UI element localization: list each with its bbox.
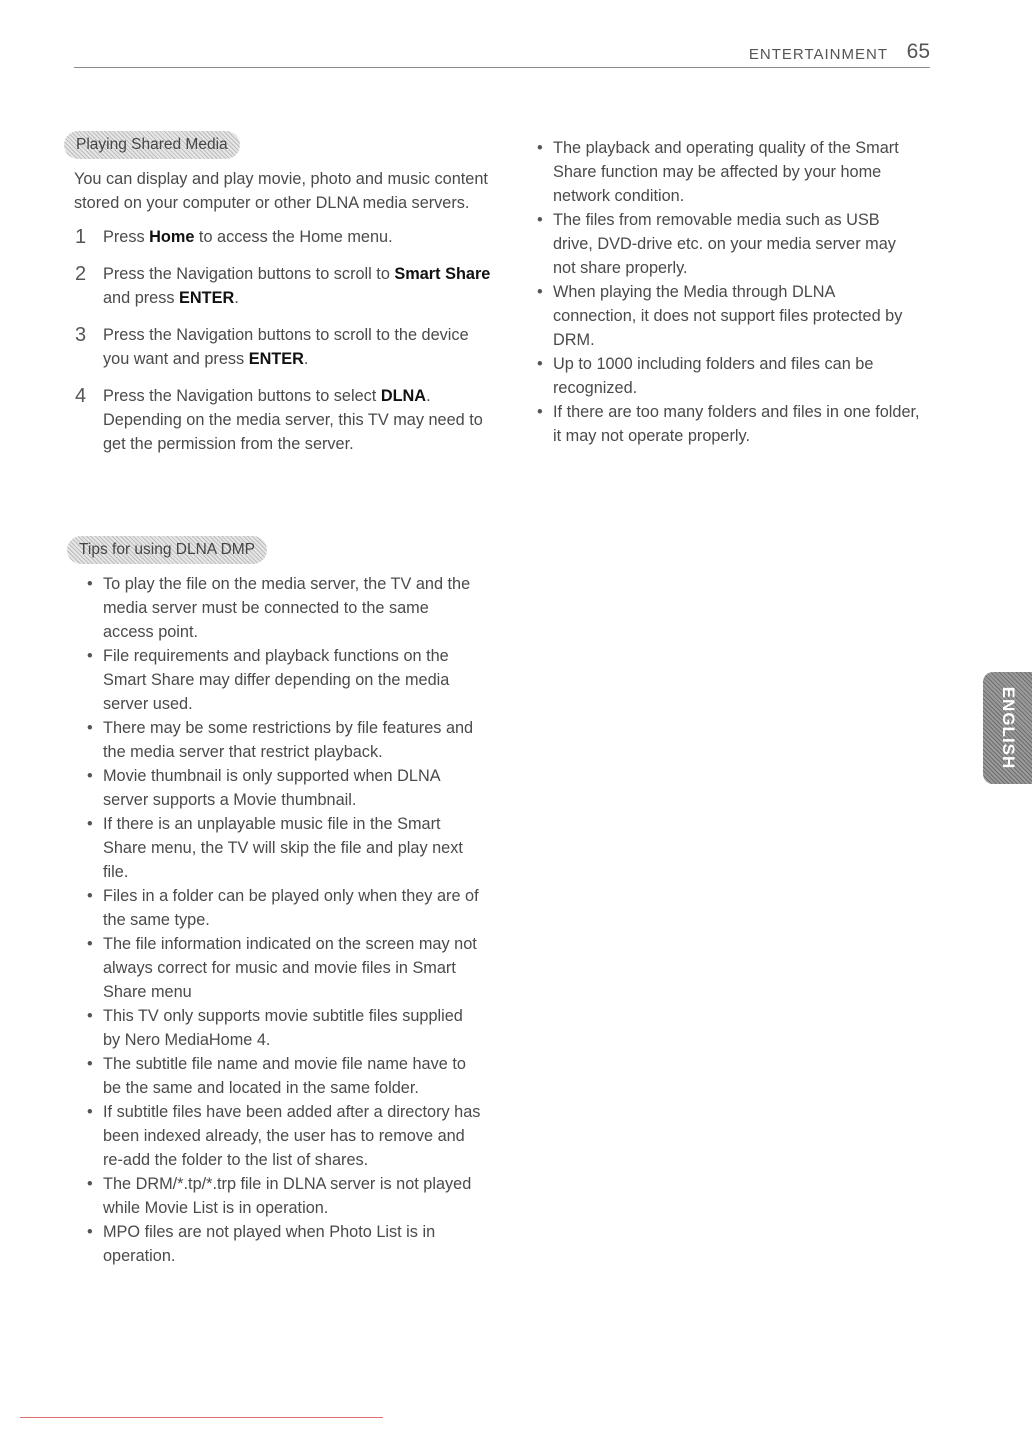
tips-heading: Tips for using DLNA DMP [67, 536, 267, 564]
notes-list [537, 136, 922, 448]
tip-item: • If subtitle files have been added after a directory has been indexed already, the user has to remove and re-add the folder to the list of shares. [87, 1100, 482, 1172]
note-item: • Up to 1000 including folders and files can be recognized. [537, 352, 922, 400]
step-number: 4 [75, 385, 87, 407]
playing-shared-media-heading: Playing Shared Media [64, 131, 240, 159]
note-item: • If there are too many folders and files in one folder, it may not operate properly. [537, 400, 922, 448]
tips-list [87, 572, 482, 1268]
steps-list [74, 225, 494, 456]
note-item: • When playing the Media through DLNA connection, it does not support files protected by DRM. [537, 280, 922, 352]
step-item: 2 Press the Navigation buttons to scroll to Smart Share and press ENTER. [75, 263, 491, 307]
section-title: ENTERTAINMENT [748, 46, 888, 63]
playing-section [74, 167, 494, 469]
language-side-tab [983, 672, 1032, 784]
tip-item: • To play the file on the media server, the TV and the media server must be connected to the same access point. [87, 572, 482, 644]
page-number: 65 [906, 40, 930, 63]
language-label: ENGLISH [998, 686, 1018, 770]
step-item: 1 Press Home to access the Home menu. [75, 226, 393, 248]
tip-item: • MPO files are not played when Photo List is in operation. [87, 1220, 482, 1268]
step-number: 1 [75, 226, 87, 248]
note-item: • The playback and operating quality of the Smart Share function may be affected by your home network condition. [537, 136, 922, 208]
step-item: 4 Press the Navigation buttons to select DLNA. Depending on the media server, this TV may need to get the permission from the server. [75, 385, 483, 453]
tip-item: • File requirements and playback functions on the Smart Share may differ depending on the media server used. [87, 644, 482, 716]
footer-rule [20, 1417, 383, 1418]
tip-item: • If there is an unplayable music file in the Smart Share menu, the TV will skip the file and play next file. [87, 812, 482, 884]
playing-intro: You can display and play movie, photo and music content stored on your computer or other DLNA media servers. [74, 170, 488, 212]
right-notes [537, 136, 922, 448]
step-number: 3 [75, 324, 87, 346]
tip-item: • Files in a folder can be played only when they are of the same type. [87, 884, 482, 932]
tip-item: • This TV only supports movie subtitle files supplied by Nero MediaHome 4. [87, 1004, 482, 1052]
page-header [74, 40, 930, 68]
tip-item: • The subtitle file name and movie file name have to be the same and located in the same folder. [87, 1052, 482, 1100]
tip-item: • The file information indicated on the screen may not always correct for music and movie files in Smart Share menu [87, 932, 482, 1004]
tip-item: • The DRM/*.tp/*.trp file in DLNA server is not played while Movie List is in operation. [87, 1172, 482, 1220]
step-number: 2 [75, 263, 87, 285]
tip-item: • Movie thumbnail is only supported when DLNA server supports a Movie thumbnail. [87, 764, 482, 812]
step-item: 3 Press the Navigation buttons to scroll to the device you want and press ENTER. [75, 324, 469, 368]
tips-section [87, 572, 482, 1268]
tip-item: • There may be some restrictions by file features and the media server that restrict playback. [87, 716, 482, 764]
note-item: • The files from removable media such as USB drive, DVD-drive etc. on your media server may not share properly. [537, 208, 922, 280]
